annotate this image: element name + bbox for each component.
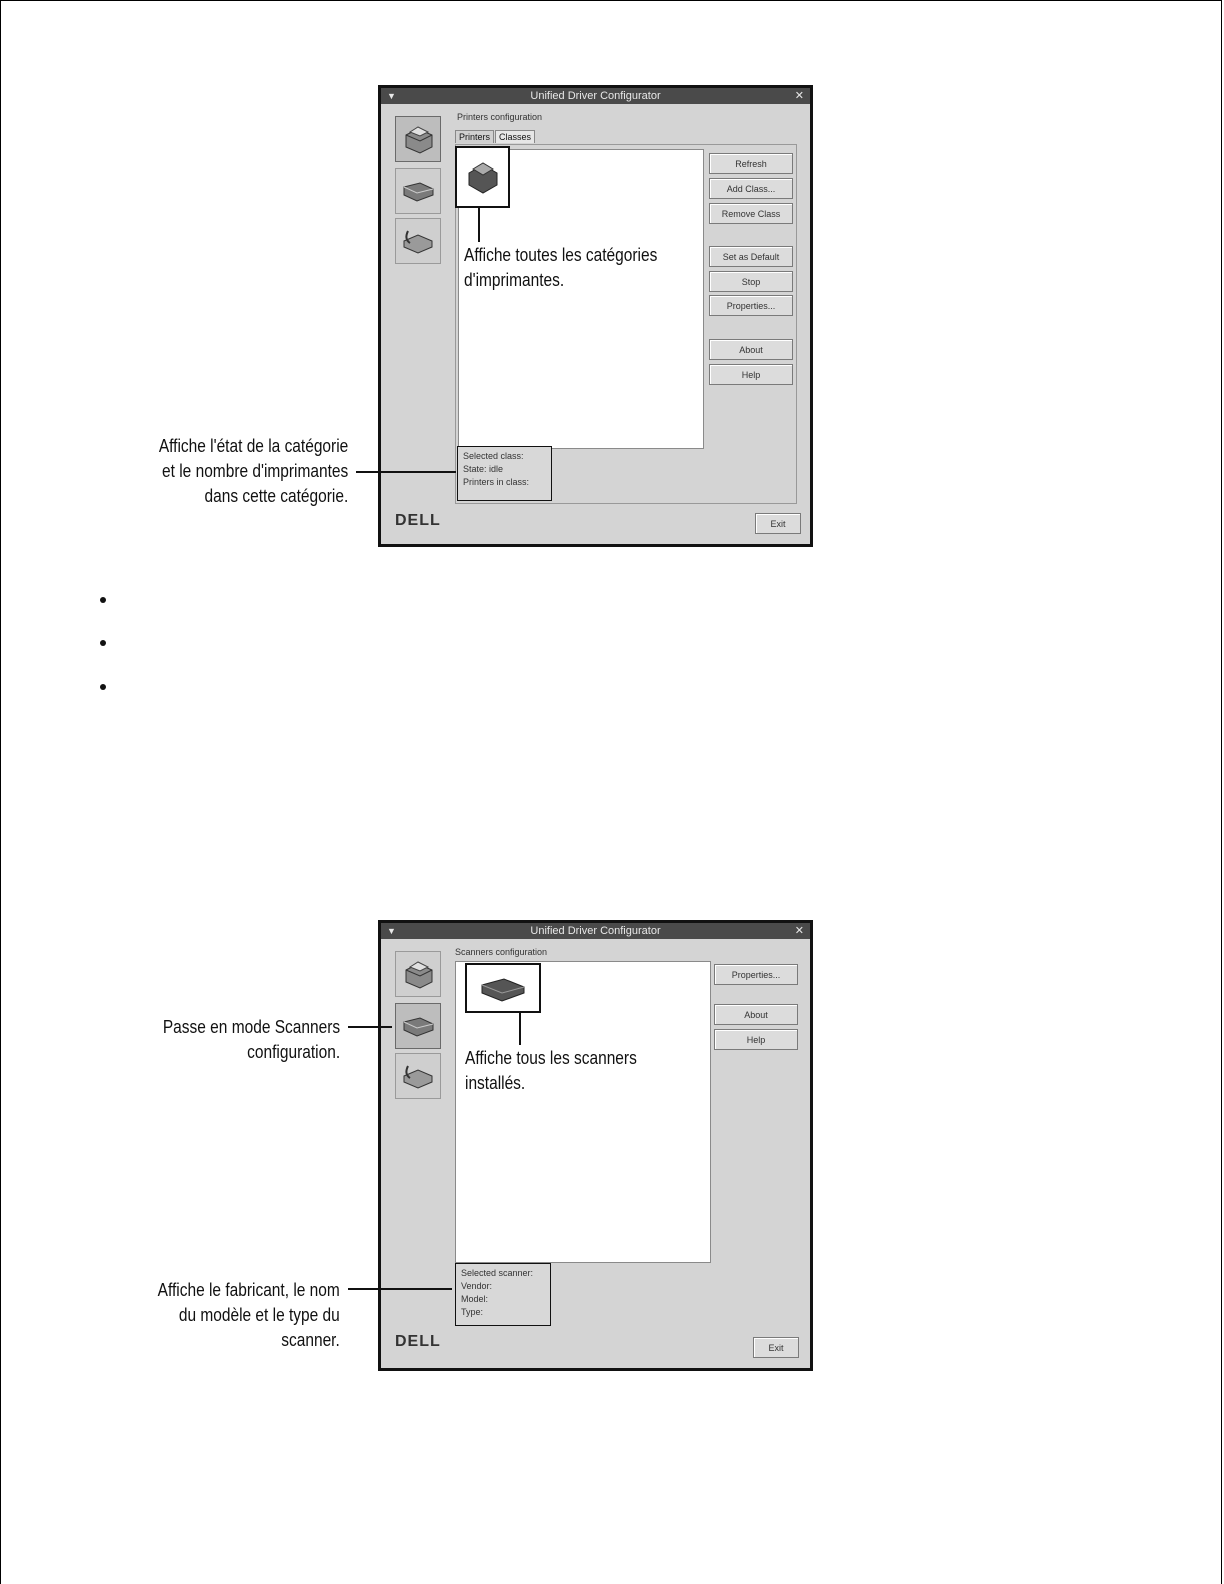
annotation-text: Affiche tous les scanners xyxy=(465,1048,637,1068)
annotation-text: d'imprimantes. xyxy=(464,270,565,290)
info-line: Type: xyxy=(461,1307,484,1317)
scanner-info-box xyxy=(455,1263,551,1326)
close-icon[interactable]: ✕ xyxy=(794,90,804,102)
dell-logo: DELL xyxy=(395,512,441,529)
annotation-text: et le nombre d'imprimantes xyxy=(161,461,348,481)
help-button[interactable]: Help xyxy=(714,1029,798,1050)
annotation-classes xyxy=(464,243,657,293)
class-info-box xyxy=(457,446,552,501)
about-button[interactable]: About xyxy=(709,339,793,360)
scanner-icon xyxy=(478,973,528,1003)
scanners-config-window xyxy=(378,920,813,1371)
section-label: Printers configuration xyxy=(457,112,543,122)
tab-bar xyxy=(455,130,536,143)
properties-button[interactable]: Properties... xyxy=(709,295,793,316)
stop-button[interactable]: Stop xyxy=(709,271,793,292)
callout-line xyxy=(348,1026,392,1028)
set-default-button[interactable]: Set as Default xyxy=(709,246,793,267)
callout-line xyxy=(348,1288,452,1290)
scanner-icon xyxy=(400,1012,436,1040)
printers-mode-button[interactable] xyxy=(395,116,441,162)
info-line: Printers in class: xyxy=(463,477,530,487)
class-item[interactable] xyxy=(455,146,510,208)
annotation-text: Affiche le fabricant, le nom xyxy=(157,1280,340,1300)
annotation-class-status xyxy=(159,434,348,509)
printer-icon xyxy=(400,123,436,155)
printer-icon xyxy=(463,157,503,197)
dell-logo: DELL xyxy=(395,1333,441,1350)
annotation-text: scanner. xyxy=(281,1330,340,1350)
remove-class-button[interactable]: Remove Class xyxy=(709,203,793,224)
exit-button[interactable]: Exit xyxy=(755,513,801,534)
callout-line xyxy=(478,206,480,242)
callout-line xyxy=(356,471,456,473)
info-line: State: idle xyxy=(463,464,504,474)
scanner-item[interactable] xyxy=(465,963,541,1013)
ports-mode-button[interactable] xyxy=(395,218,441,264)
callout-line xyxy=(519,1012,521,1045)
port-icon xyxy=(400,225,436,257)
properties-button[interactable]: Properties... xyxy=(714,964,798,985)
exit-button[interactable]: Exit xyxy=(753,1337,799,1358)
ports-mode-button[interactable] xyxy=(395,1053,441,1099)
info-line: Model: xyxy=(461,1294,489,1304)
window-title: Unified Driver Configurator xyxy=(530,925,661,937)
info-line: Selected scanner: xyxy=(461,1268,534,1278)
bullet-point xyxy=(100,684,106,690)
port-icon xyxy=(400,1060,436,1092)
info-line: Selected class: xyxy=(463,451,524,461)
title-bar xyxy=(381,923,810,939)
tab-printers[interactable]: Printers xyxy=(455,130,494,143)
bullet-point xyxy=(100,640,106,646)
annotation-scanner-mode xyxy=(163,1015,340,1065)
annotation-scanner-info xyxy=(158,1278,340,1353)
bullet-point xyxy=(100,597,106,603)
about-button[interactable]: About xyxy=(714,1004,798,1025)
scanners-mode-button[interactable] xyxy=(395,168,441,214)
annotation-text: Affiche l'état de la catégorie xyxy=(158,436,348,456)
annotation-text: installés. xyxy=(465,1073,526,1093)
window-title: Unified Driver Configurator xyxy=(530,90,661,102)
help-button[interactable]: Help xyxy=(709,364,793,385)
annotation-text: Affiche toutes les catégories xyxy=(464,245,658,265)
window-menu-icon[interactable]: ▼ xyxy=(387,91,396,101)
scanner-icon xyxy=(400,177,436,205)
title-bar xyxy=(381,88,810,104)
refresh-button[interactable]: Refresh xyxy=(709,153,793,174)
annotation-text: Passe en mode Scanners xyxy=(162,1017,340,1037)
annotation-text: dans cette catégorie. xyxy=(204,486,348,506)
annotation-text: du modèle et le type du xyxy=(179,1305,340,1325)
tab-classes[interactable]: Classes xyxy=(495,130,535,143)
info-line: Vendor: xyxy=(461,1281,493,1291)
add-class-button[interactable]: Add Class... xyxy=(709,178,793,199)
scanners-mode-button[interactable] xyxy=(395,1003,441,1049)
annotation-scanners xyxy=(465,1046,637,1096)
section-label: Scanners configuration xyxy=(455,947,548,957)
printers-config-window xyxy=(378,85,813,547)
window-menu-icon[interactable]: ▼ xyxy=(387,926,396,936)
annotation-text: configuration. xyxy=(247,1042,340,1062)
close-icon[interactable]: ✕ xyxy=(794,925,804,937)
printers-mode-button[interactable] xyxy=(395,951,441,997)
printer-icon xyxy=(400,958,436,990)
